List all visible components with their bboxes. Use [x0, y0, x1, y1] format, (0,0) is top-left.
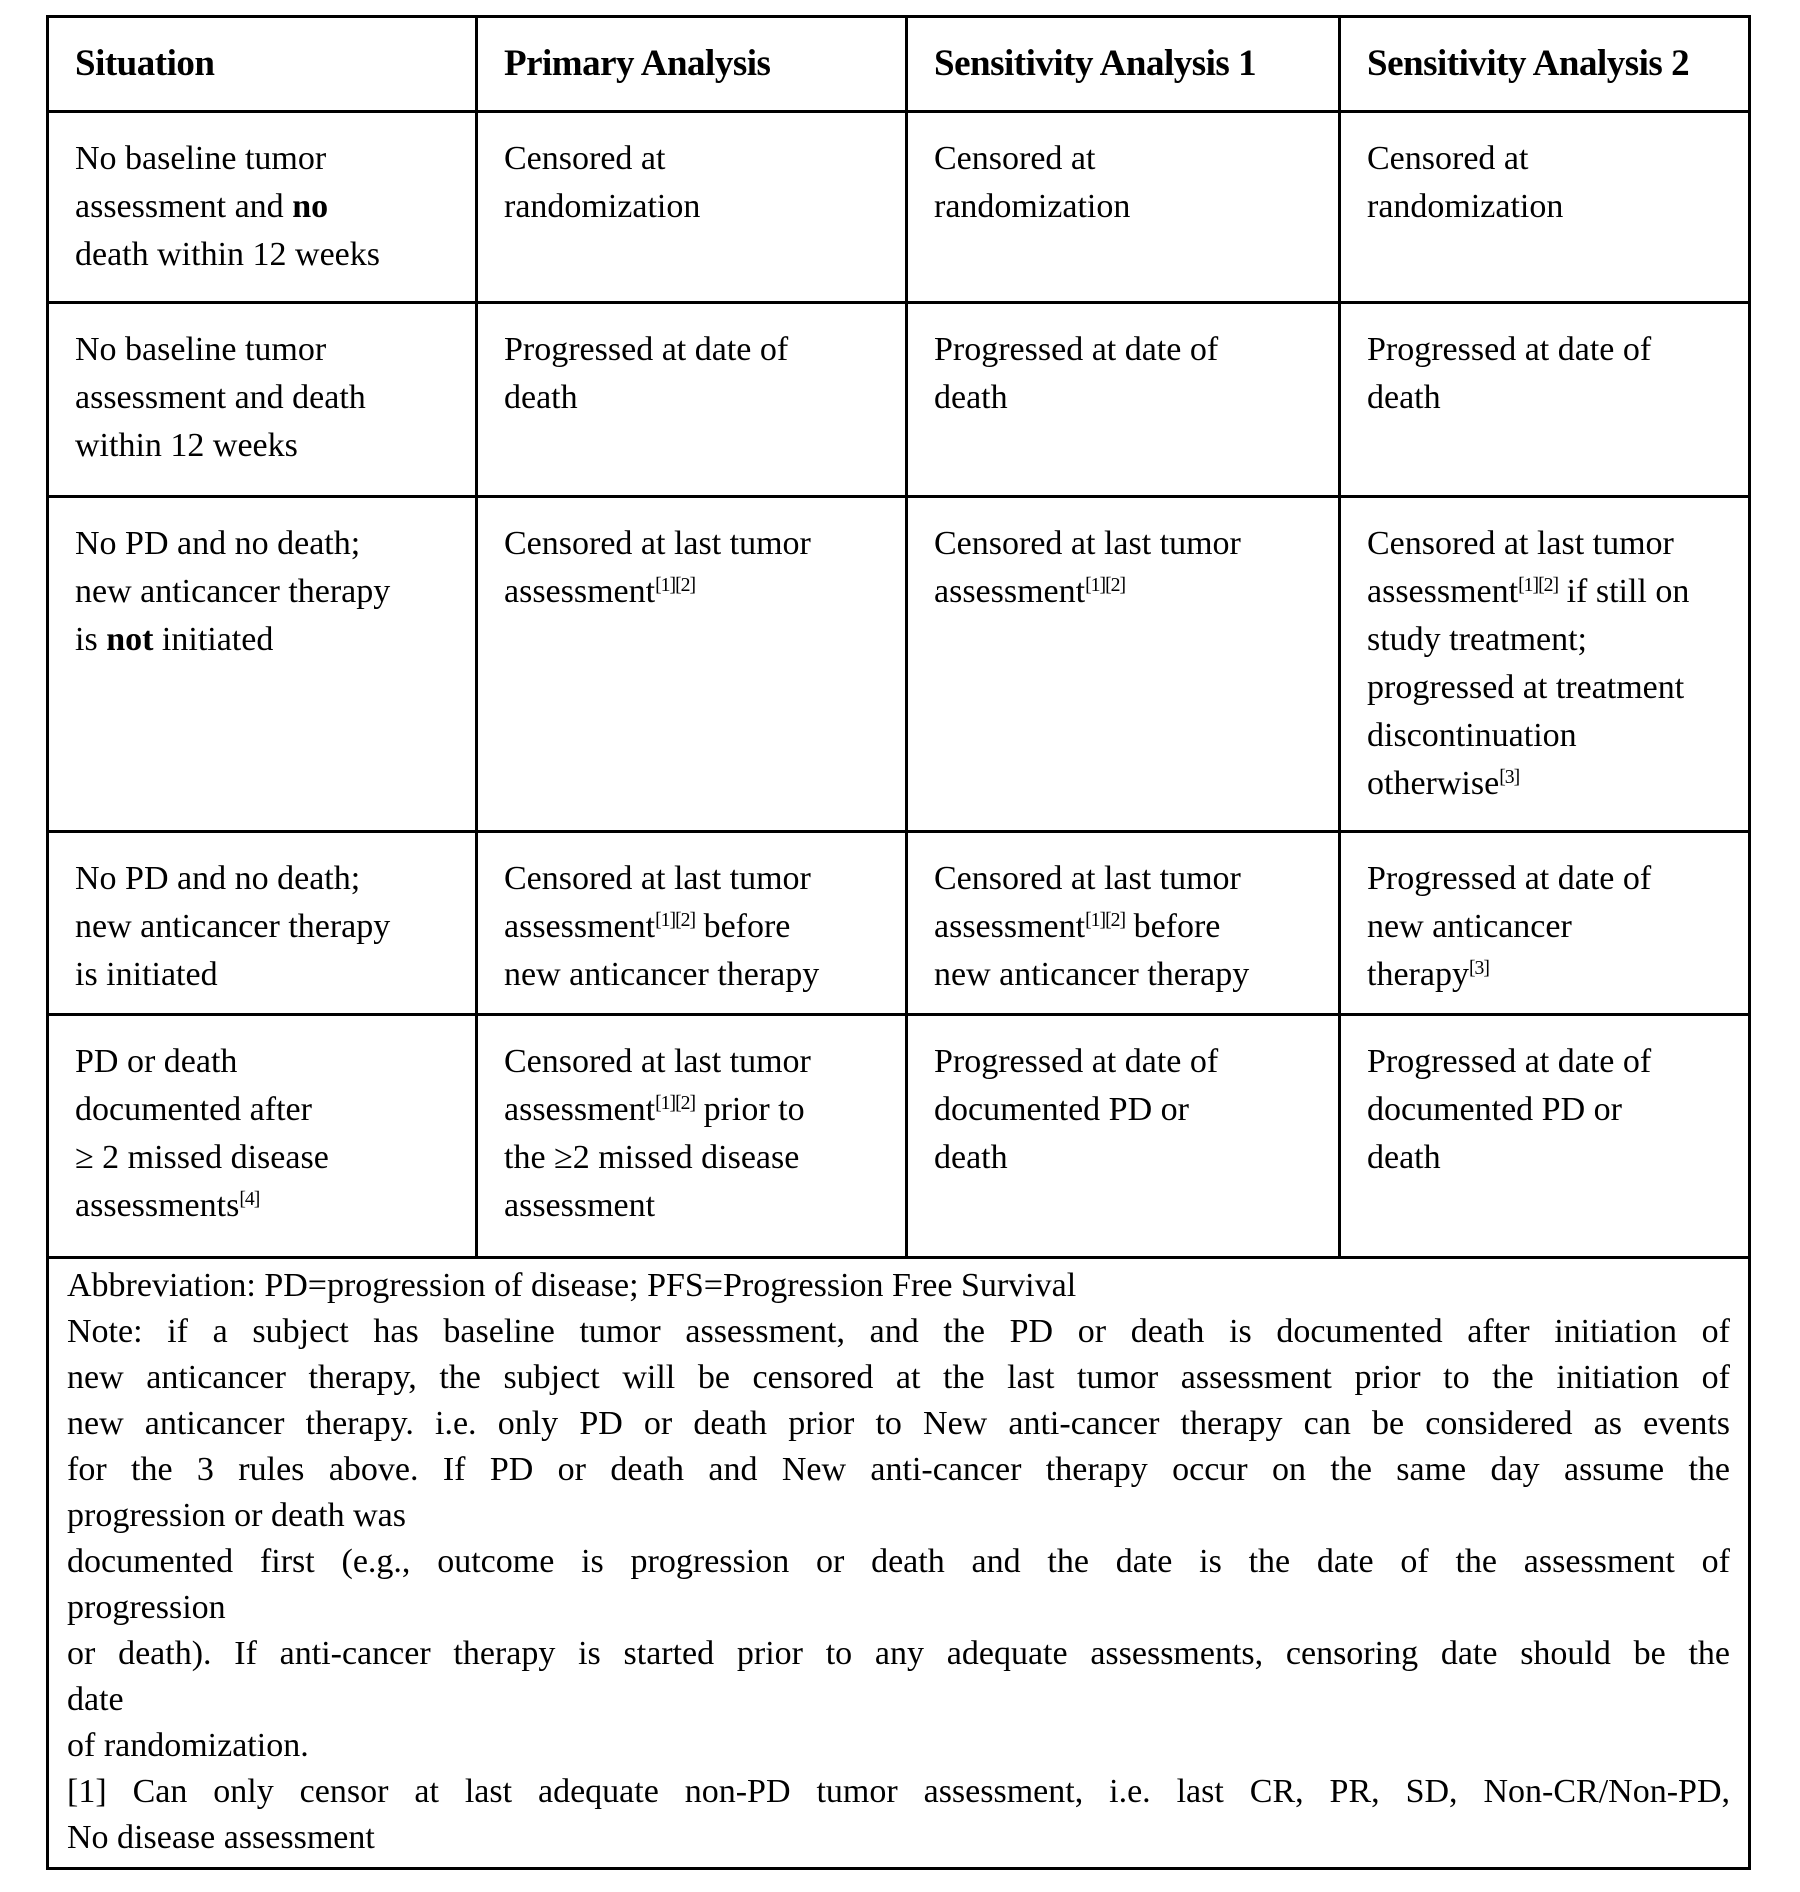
cell-row4-sensitivity-analysis-1: Censored at last tumor assessment[1][2] before new anticancer therapy [907, 832, 1340, 1015]
footnotes-row [48, 1258, 1750, 1869]
footnote-line: Abbreviation: PD=progression of disease; PFS=Progression Free Survival [67, 1267, 1077, 1304]
footnote-line: [1] Can only censor at last adequate non-PD tumor assessment, i.e. last CR, PR, SD, Non-CR/Non-PD, [67, 1773, 1730, 1810]
column-header-sensitivity-analysis-1: Sensitivity Analysis 1 [907, 17, 1340, 112]
footnote-line: No disease assessment [67, 1819, 375, 1856]
footnote-line: for the 3 rules above. If PD or death and New anti-cancer therapy occur on the same day assume the [67, 1451, 1730, 1488]
cell-row4-sensitivity-analysis-2: Progressed at date of new anticancer therapy[3] [1340, 832, 1750, 1015]
table-row [48, 497, 1750, 832]
cell-row3-primary-analysis: Censored at last tumor assessment[1][2] [477, 497, 907, 832]
cell-row3-sensitivity-analysis-1: Censored at last tumor assessment[1][2] [907, 497, 1340, 832]
footnote-line: progression [67, 1589, 226, 1626]
footnote-line: Note: if a subject has baseline tumor assessment, and the PD or death is documented after initiation of [67, 1313, 1730, 1350]
footnote-line: progression or death was [67, 1497, 406, 1534]
cell-row1-primary-analysis: Censored at randomization [477, 112, 907, 303]
cell-row5-sensitivity-analysis-2: Progressed at date of documented PD or death [1340, 1015, 1750, 1258]
footnote-line: new anticancer therapy, the subject will be censored at the last tumor assessment prior to the initiation of [67, 1359, 1730, 1396]
column-header-sensitivity-analysis-2: Sensitivity Analysis 2 [1340, 17, 1750, 112]
cell-row4-primary-analysis: Censored at last tumor assessment[1][2] before new anticancer therapy [477, 832, 907, 1015]
footnote-line: or death). If anti-cancer therapy is started prior to any adequate assessments, censoring date should be the [67, 1635, 1730, 1672]
cell-row3-sensitivity-analysis-2: Censored at last tumor assessment[1][2] if still on study treatment; progressed at treatment discontinuation otherwise[3] [1340, 497, 1750, 832]
censoring-rules-table [46, 15, 1751, 1870]
footnotes [48, 1258, 1750, 1869]
cell-row2-sensitivity-analysis-2: Progressed at date of death [1340, 303, 1750, 497]
cell-row3-situation: No PD and no death; new anticancer therapy is not initiated [48, 497, 477, 832]
header-row [48, 17, 1750, 112]
footnote-line: new anticancer therapy. i.e. only PD or death prior to New anti-cancer therapy can be considered as events [67, 1405, 1730, 1442]
table-row [48, 1015, 1750, 1258]
cell-row5-situation: PD or death documented after ≥ 2 missed disease assessments[4] [48, 1015, 477, 1258]
table-row [48, 303, 1750, 497]
cell-row1-sensitivity-analysis-1: Censored at randomization [907, 112, 1340, 303]
cell-row1-situation: No baseline tumor assessment and no death within 12 weeks [48, 112, 477, 303]
footnote-line: date [67, 1681, 124, 1718]
table-row [48, 112, 1750, 303]
column-header-situation: Situation [48, 17, 477, 112]
cell-row5-sensitivity-analysis-1: Progressed at date of documented PD or death [907, 1015, 1340, 1258]
cell-row2-situation: No baseline tumor assessment and death within 12 weeks [48, 303, 477, 497]
cell-row4-situation: No PD and no death; new anticancer therapy is initiated [48, 832, 477, 1015]
cell-row5-primary-analysis: Censored at last tumor assessment[1][2] prior to the ≥2 missed disease assessment [477, 1015, 907, 1258]
table-row [48, 832, 1750, 1015]
cell-row2-primary-analysis: Progressed at date of death [477, 303, 907, 497]
cell-row2-sensitivity-analysis-1: Progressed at date of death [907, 303, 1340, 497]
column-header-primary-analysis: Primary Analysis [477, 17, 907, 112]
footnote-line: of randomization. [67, 1727, 309, 1764]
footnote-line: documented first (e.g., outcome is progression or death and the date is the date of the assessment of [67, 1543, 1730, 1580]
cell-row1-sensitivity-analysis-2: Censored at randomization [1340, 112, 1750, 303]
